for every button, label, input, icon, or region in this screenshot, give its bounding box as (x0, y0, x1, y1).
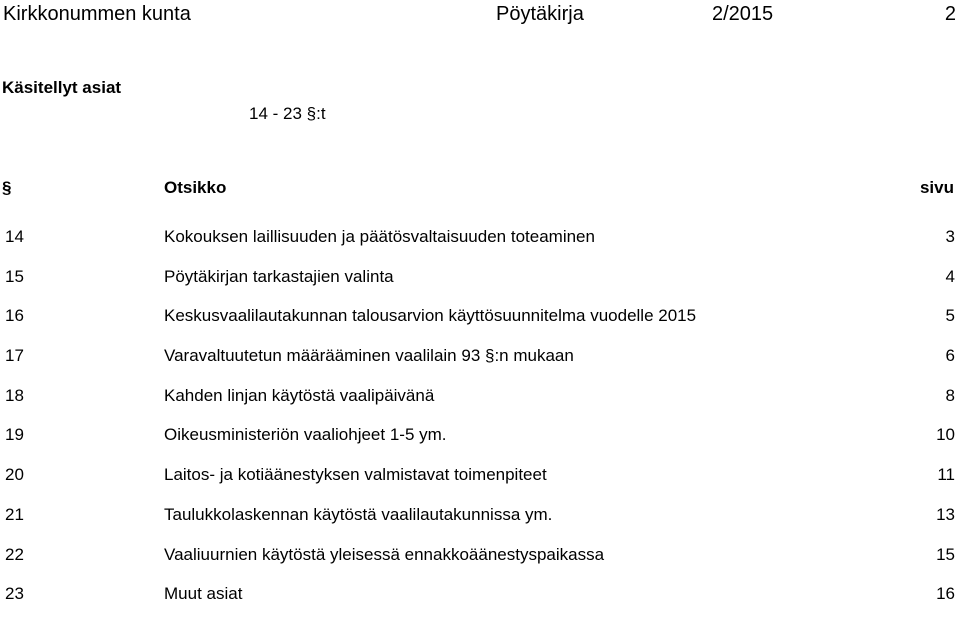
table-row (0, 544, 960, 584)
row-paragraph-number: 19 (5, 425, 24, 445)
row-title: Vaaliuurnien käytöstä yleisessä ennakkoäänestyspaikassa (164, 544, 605, 564)
row-title: Pöytäkirjan tarkastajien valinta (164, 266, 394, 286)
table-row (0, 226, 960, 266)
row-page: 16 (936, 584, 955, 604)
organization-name: Kirkkonummen kunta (3, 3, 191, 25)
row-paragraph-number: 15 (5, 266, 24, 286)
row-title: Oikeusministeriön vaaliohjeet 1-5 ym. (164, 425, 447, 445)
row-paragraph-number: 14 (5, 227, 24, 246)
table-row (0, 305, 960, 345)
document-type: Pöytäkirja (496, 3, 584, 25)
row-paragraph-number: 17 (5, 346, 24, 366)
column-header-paragraph: § (2, 178, 12, 197)
column-header-page: sivu (919, 178, 954, 197)
table-row (0, 266, 960, 306)
row-page: 10 (936, 425, 955, 445)
row-paragraph-number: 23 (5, 584, 24, 604)
row-page: 13 (936, 504, 955, 524)
table-row (0, 504, 960, 544)
row-page: 4 (945, 266, 955, 286)
row-page: 6 (945, 346, 955, 366)
row-title: Taulukkolaskennan käytöstä vaalilautakunnissa ym. (164, 504, 553, 524)
row-page: 8 (945, 385, 955, 405)
section-title: Käsitellyt asiat (2, 78, 122, 97)
section-range: 14 - 23 §:t (249, 104, 326, 123)
row-page: 3 (945, 227, 955, 246)
table-row (0, 345, 960, 385)
row-title: Kokouksen laillisuuden ja päätösvaltaisuuden toteaminen (164, 227, 595, 246)
row-paragraph-number: 21 (5, 504, 24, 524)
row-paragraph-number: 22 (5, 544, 24, 564)
column-header-title: Otsikko (164, 178, 227, 197)
row-paragraph-number: 20 (5, 465, 24, 485)
page-number: 2 (944, 3, 956, 25)
row-title: Muut asiat (164, 584, 243, 604)
table-row (0, 424, 960, 464)
row-paragraph-number: 18 (5, 385, 24, 405)
document-number: 2/2015 (712, 3, 774, 25)
table-row (0, 385, 960, 425)
row-title: Laitos- ja kotiäänestyksen valmistavat toimenpiteet (164, 465, 547, 485)
agenda-table (0, 226, 960, 623)
row-title: Keskusvaalilautakunnan talousarvion käyttösuunnitelma vuodelle 2015 (164, 306, 697, 326)
table-row (0, 583, 960, 623)
row-page: 11 (937, 465, 955, 485)
row-paragraph-number: 16 (5, 306, 24, 326)
row-title: Kahden linjan käytöstä vaalipäivänä (164, 385, 435, 405)
row-page: 5 (945, 306, 955, 326)
table-row (0, 464, 960, 504)
row-page: 15 (936, 544, 955, 564)
row-title: Varavaltuutetun määrääminen vaalilain 93 §:n mukaan (164, 346, 574, 366)
